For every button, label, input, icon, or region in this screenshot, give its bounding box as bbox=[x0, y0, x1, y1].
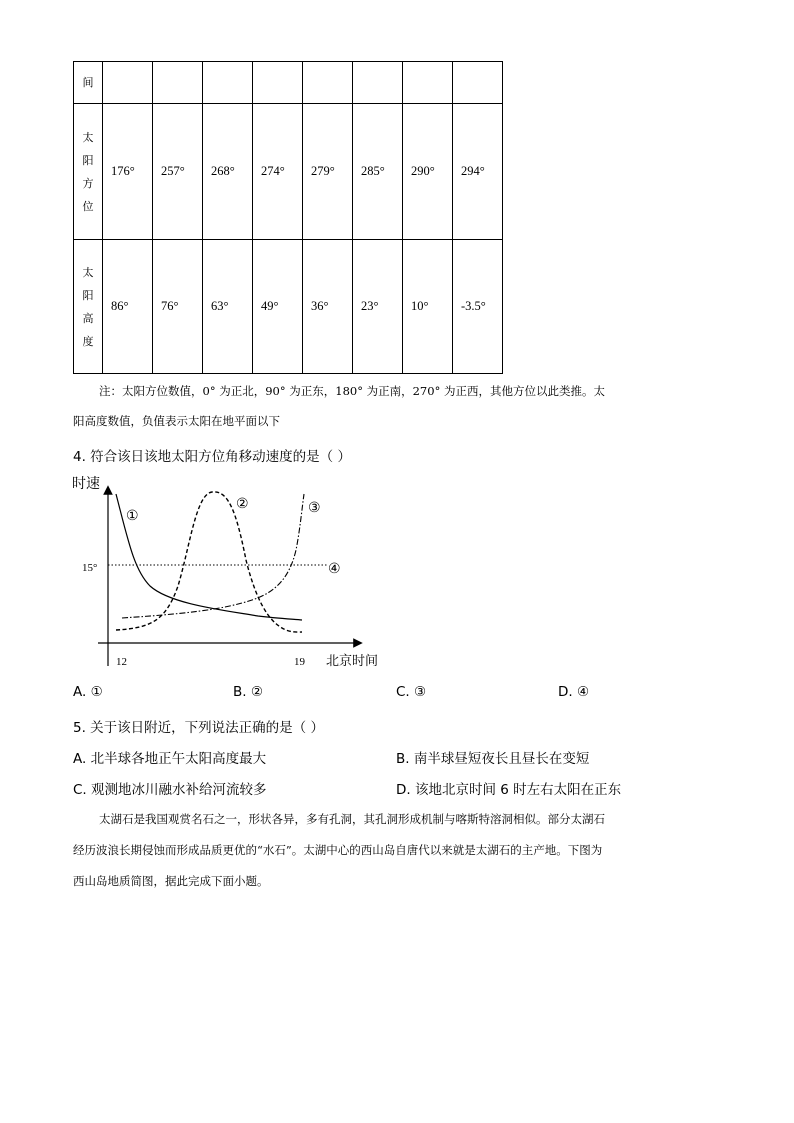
azimuth-cell: 285° bbox=[353, 104, 403, 240]
q5-option-a: A. 北半球各地正午太阳高度最大 bbox=[73, 751, 267, 767]
series-3-line bbox=[122, 494, 304, 618]
table-note-line-1: 注：太阳方位数值，0° 为正北，90° 为正东，180° 为正南，270° 为正西，其他方位以此类推。太 bbox=[99, 384, 605, 398]
altitude-label-cell: 太 阳 高 度 bbox=[74, 240, 103, 374]
q5-option-d: D. 该地北京时间 6 时左右太阳在正东 bbox=[396, 782, 622, 798]
question-4-stem: 4. 符合该日该地太阳方位角移动速度的是（ ） bbox=[73, 449, 351, 465]
azimuth-cell: 290° bbox=[403, 104, 453, 240]
series-1-line bbox=[116, 494, 302, 620]
y-reference-label: 15° bbox=[82, 562, 98, 574]
y-axis-label: 时速 bbox=[72, 476, 100, 492]
table-row bbox=[74, 62, 503, 104]
azimuth-cell: 268° bbox=[203, 104, 253, 240]
x-tick-19: 19 bbox=[294, 656, 305, 668]
azimuth-cell: 279° bbox=[303, 104, 353, 240]
azimuth-cell: 294° bbox=[453, 104, 503, 240]
series-3-label: ③ bbox=[308, 500, 321, 516]
q5-option-c: C. 观测地冰川融水补给河流较多 bbox=[73, 782, 267, 798]
azimuth-label-cell: 太 阳 方 位 bbox=[74, 104, 103, 240]
passage-line-2: 经历波浪长期侵蚀而形成品质更优的“水石”。太湖中心的西山岛自唐代以来就是太湖石的主产地。下图为 bbox=[73, 843, 603, 857]
altitude-cell: 49° bbox=[253, 240, 303, 374]
question-5-stem: 5. 关于该日附近，下列说法正确的是（ ） bbox=[73, 720, 324, 736]
sun-data-table bbox=[73, 61, 503, 374]
azimuth-cell: 274° bbox=[253, 104, 303, 240]
q4-option-b: B. ② bbox=[233, 684, 263, 700]
series-2-label: ② bbox=[236, 496, 249, 512]
table-note-line-2: 阳高度数值，负值表示太阳在地平面以下 bbox=[73, 414, 280, 428]
time-header-cell: 间 bbox=[74, 62, 103, 104]
series-1-label: ① bbox=[126, 508, 139, 524]
table-row bbox=[74, 240, 503, 374]
altitude-cell: 10° bbox=[403, 240, 453, 374]
q4-option-a: A. ① bbox=[73, 684, 103, 700]
sun-azimuth-speed-chart bbox=[62, 470, 402, 680]
q4-option-d: D. ④ bbox=[558, 684, 590, 700]
x-tick-12: 12 bbox=[116, 656, 127, 668]
table-row bbox=[74, 104, 503, 240]
series-2-line bbox=[116, 492, 302, 632]
azimuth-cell: 176° bbox=[103, 104, 153, 240]
altitude-cell: 23° bbox=[353, 240, 403, 374]
azimuth-cell: 257° bbox=[153, 104, 203, 240]
q5-option-b: B. 南半球昼短夜长且昼长在变短 bbox=[396, 751, 590, 767]
altitude-cell: 76° bbox=[153, 240, 203, 374]
altitude-cell: 86° bbox=[103, 240, 153, 374]
series-4-label: ④ bbox=[328, 561, 341, 577]
q4-option-c: C. ③ bbox=[396, 684, 427, 700]
passage-line-3: 西山岛地质简图，据此完成下面小题。 bbox=[73, 874, 269, 888]
altitude-cell: -3.5° bbox=[453, 240, 503, 374]
x-axis-label: 北京时间 bbox=[326, 654, 379, 669]
altitude-cell: 63° bbox=[203, 240, 253, 374]
passage-line-1: 太湖石是我国观赏名石之一，形状各异，多有孔洞，其孔洞形成机制与喀斯特溶洞相似。部分太湖石 bbox=[99, 812, 605, 826]
altitude-cell: 36° bbox=[303, 240, 353, 374]
